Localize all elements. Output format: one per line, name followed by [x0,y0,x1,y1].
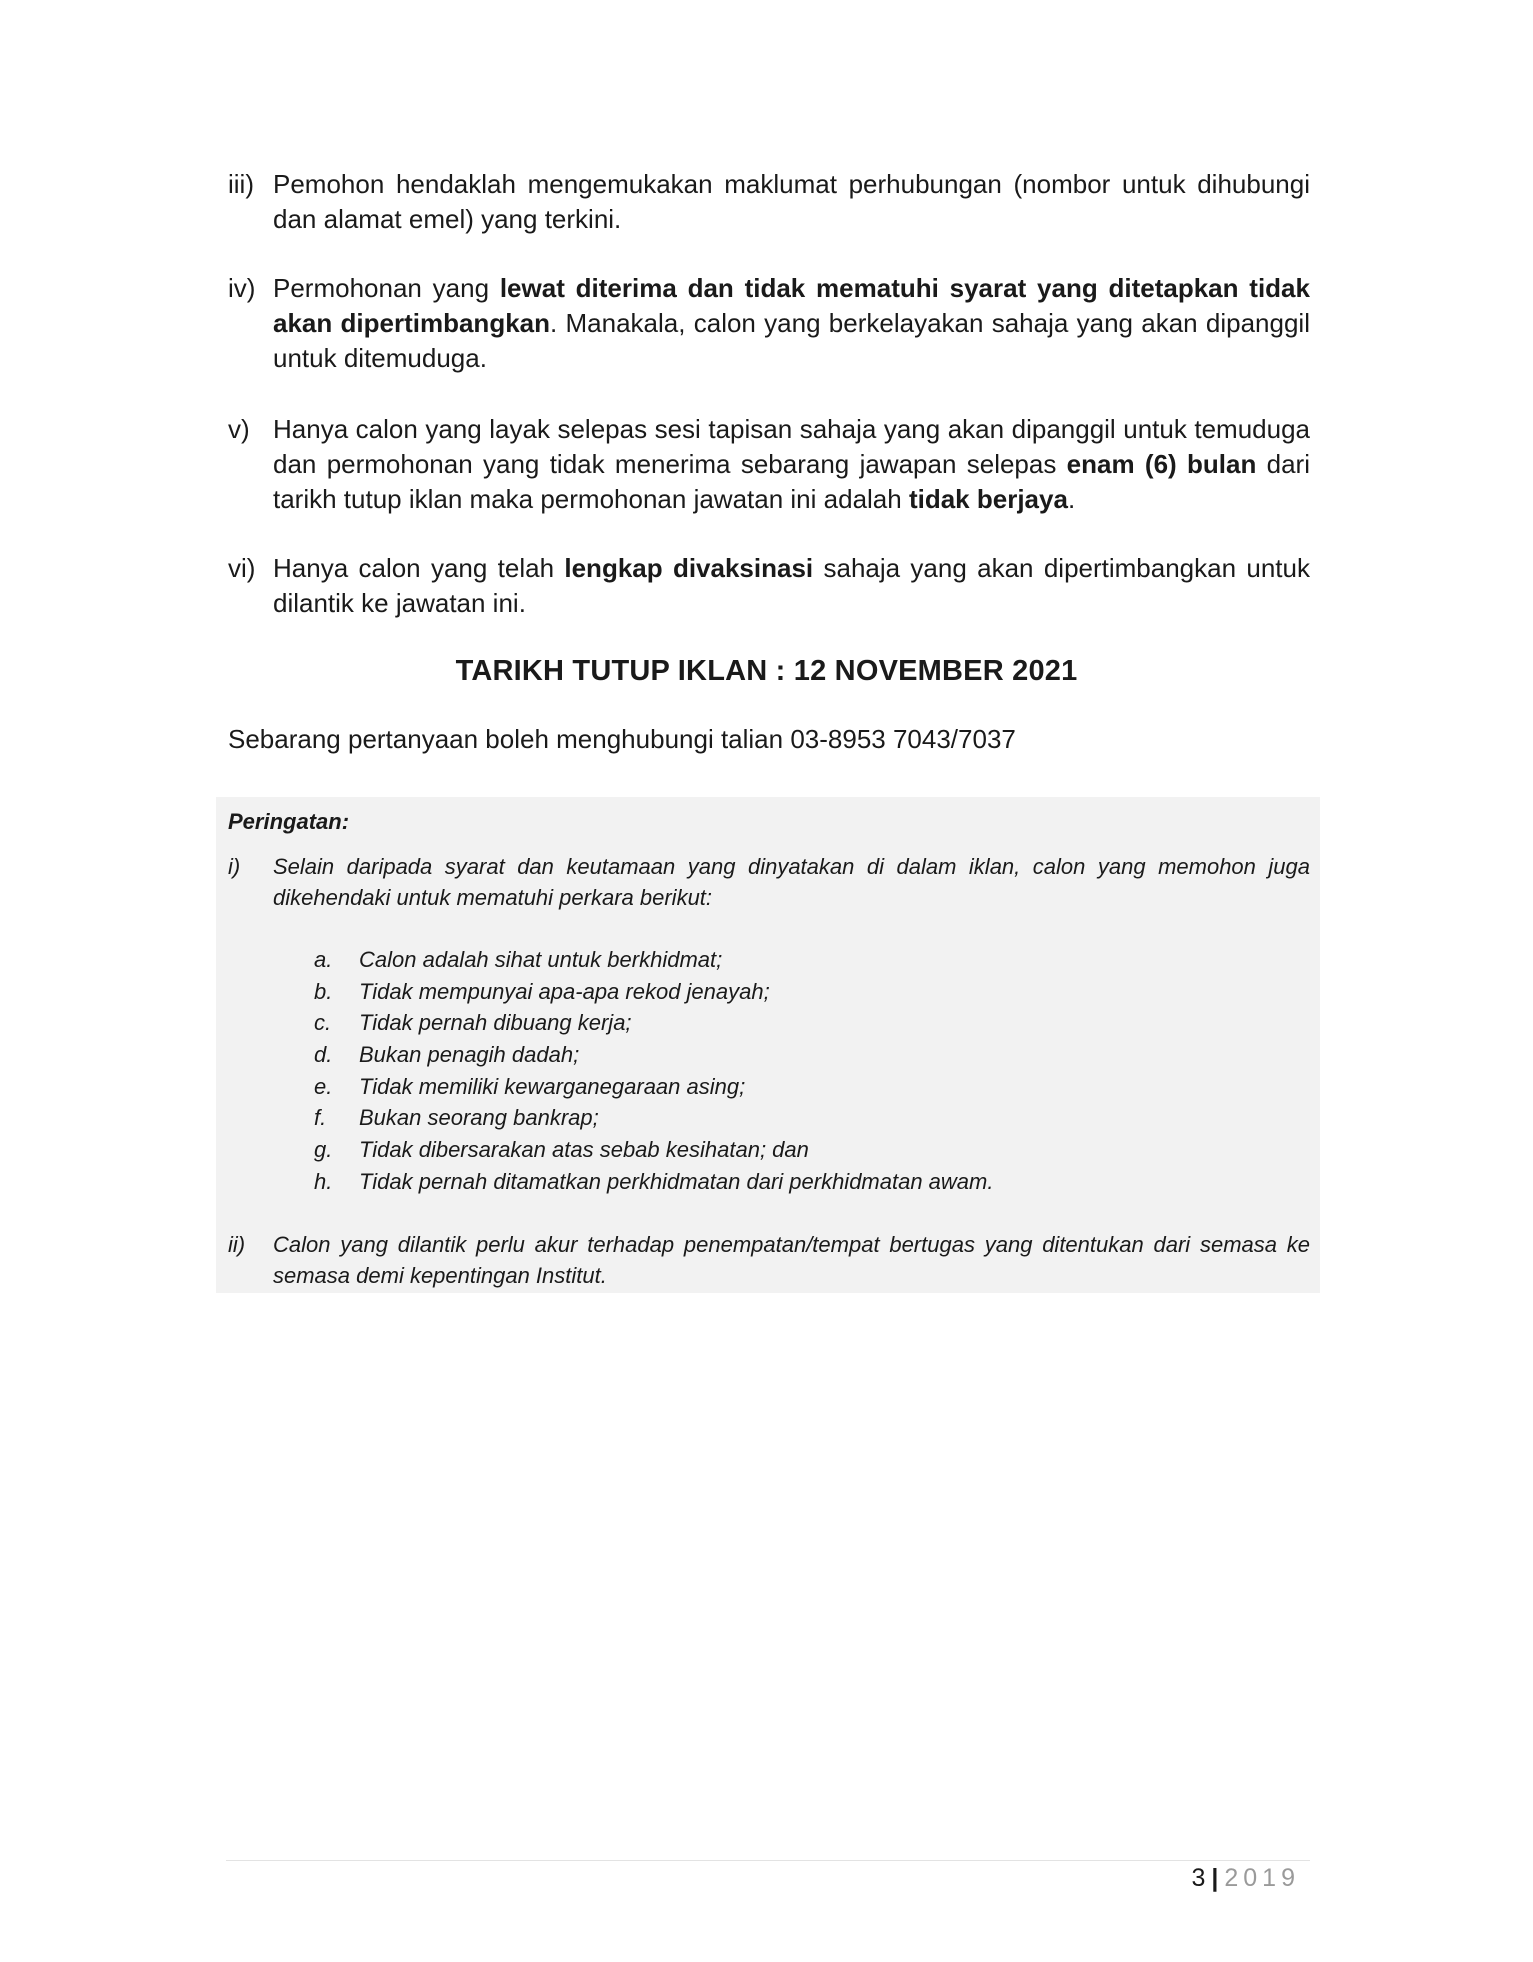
requirement-letter: f. [314,1105,327,1131]
requirement-text: Tidak pernah dibuang kerja; [359,1010,632,1036]
list-item-number: iii) [228,169,254,199]
body-text: Hanya calon yang layak selepas sesi tapisan sahaja yang akan dipanggil untuk temuduga dan permohonan yang tidak menerima sebarang jawapan selepas [273,414,1310,479]
page-footer [1191,1864,1300,1893]
page-number: 3 [1191,1864,1206,1892]
requirement-letter: g. [314,1137,333,1163]
notice-item-number: ii) [228,1232,246,1257]
body-text: sahaja yang akan dipertimbangkan untuk dilantik ke jawatan ini. [273,553,1310,618]
requirement-text: Calon adalah sihat untuk berkhidmat; [359,947,723,972]
requirement-letter: c. [314,1010,332,1036]
list-item-vi [228,551,1310,621]
list-item-text [273,551,1310,621]
list-item-text [273,167,1310,237]
list-item-number: v) [228,414,250,444]
requirement-letter: d. [314,1042,333,1068]
body-text: Pemohon hendaklah mengemukakan maklumat perhubungan (nombor untuk dihubungi dan alamat emel) yang terkini. [273,169,1310,234]
notice-item-i [228,851,1310,913]
closing-date-heading: TARIKH TUTUP IKLAN : 12 NOVEMBER 2021 [455,655,1078,687]
emphasis-text: enam (6) bulan [1066,449,1257,479]
notice-item-text: Selain daripada syarat dan keutamaan yang dinyatakan di dalam iklan, calon yang memohon juga dikehendaki untuk mematuhi perkara berikut: [273,854,1310,910]
requirement-text: Tidak mempunyai apa-apa rekod jenayah; [359,978,770,1004]
emphasis-text: lewat diterima dan tidak mematuhi syarat yang ditetapkan tidak akan dipertimbangkan [273,273,1310,338]
footer-divider [226,1860,1310,1861]
notice-title: Peringatan: [228,809,350,834]
footer-year: 2019 [1224,1864,1300,1892]
requirement-letter: a. [314,947,333,972]
body-text: . [1067,484,1076,514]
enquiry-line: Sebarang pertanyaan boleh menghubungi talian 03-8953 7043/7037 [228,724,1016,754]
list-item-v [228,412,1310,517]
list-item-text [273,271,1310,376]
notice-item-text: Calon yang dilantik perlu akur terhadap penempatan/tempat bertugas yang ditentukan dari semasa ke semasa demi kepentingan Institut. [273,1232,1310,1288]
requirement-text: Bukan penagih dadah; [359,1042,580,1068]
requirement-letter: e. [314,1073,333,1099]
requirement-letter: h. [314,1168,333,1194]
body-text: . Manakala, calon yang berkelayakan sahaja yang akan dipanggil untuk ditemuduga. [273,308,1310,373]
emphasis-text: tidak berjaya [908,484,1068,514]
requirement-letter: b. [314,978,333,1004]
list-item-iv [228,271,1310,376]
requirement-text: Tidak pernah ditamatkan perkhidmatan dari perkhidmatan awam. [359,1168,994,1194]
list-item-text [273,412,1310,517]
body-text: dari tarikh tutup iklan maka permohonan jawatan ini adalah [273,449,1310,514]
body-text: Hanya calon yang telah [273,553,565,583]
list-item-number: iv) [228,273,256,303]
list-item-number: vi) [228,553,256,583]
requirement-text: Tidak dibersarakan atas sebab kesihatan; dan [359,1137,809,1163]
footer-separator: | [1211,1864,1219,1892]
requirement-text: Tidak memiliki kewarganegaraan asing; [359,1073,746,1099]
requirement-text: Bukan seorang bankrap; [359,1105,599,1131]
emphasis-text: lengkap divaksinasi [564,553,814,583]
body-text: Permohonan yang [273,273,500,303]
notice-item-number: i) [228,854,241,879]
list-item-iii [228,167,1310,237]
notice-item-ii [228,1229,1310,1291]
notice-box [216,797,1320,1293]
